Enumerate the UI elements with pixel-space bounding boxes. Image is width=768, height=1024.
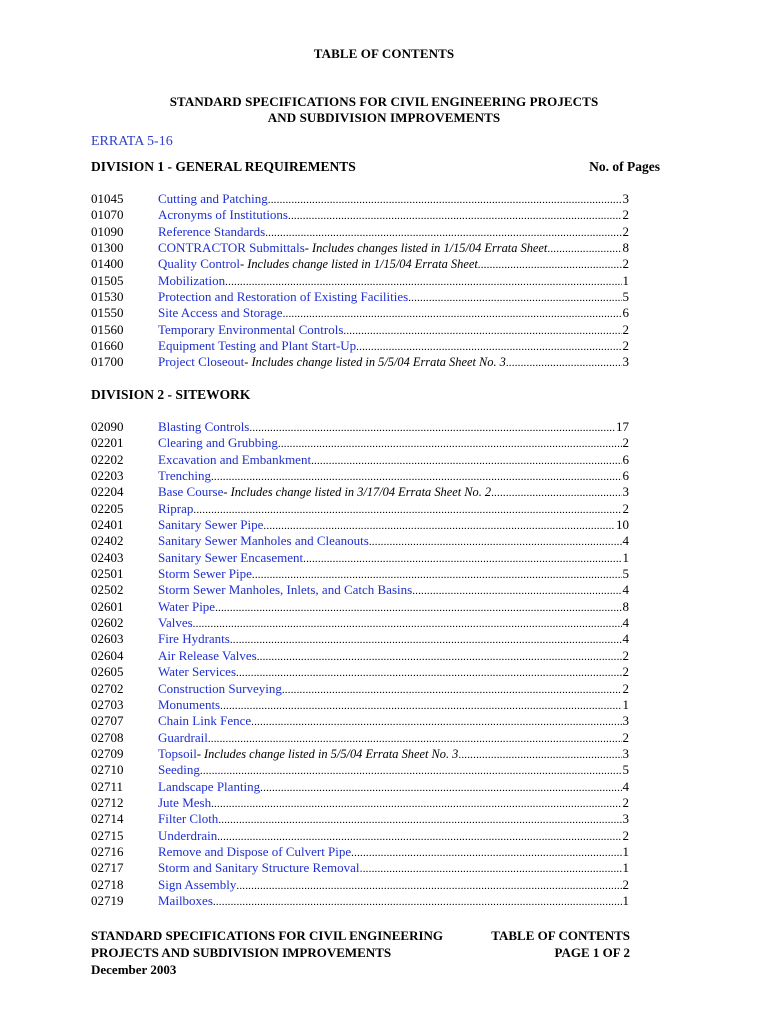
dot-leader [363, 863, 622, 875]
page-count: 5 [622, 762, 629, 778]
page-count: 2 [622, 729, 629, 745]
pages-column-header: No. of Pages [589, 159, 660, 174]
section-title-link[interactable]: Water Pipe [158, 598, 216, 614]
section-code: 02403 [91, 549, 124, 565]
section-title-link[interactable]: Mobilization [158, 272, 226, 288]
footer-date: December 2003 [91, 962, 177, 977]
dot-leader [268, 194, 622, 206]
toc-row [91, 452, 629, 468]
section-title-link[interactable]: Mailboxes [158, 892, 213, 908]
section-title-link[interactable]: Guardrail [158, 729, 208, 745]
toc-row [91, 240, 629, 256]
toc-row [91, 697, 629, 713]
section-code: 02715 [91, 827, 124, 843]
section-code: 02204 [91, 484, 124, 500]
footer-title-line-2: PROJECTS AND SUBDIVISION IMPROVEMENTS [91, 945, 392, 960]
page-count: 3 [622, 354, 629, 370]
toc-row [91, 648, 629, 664]
toc-row [91, 435, 629, 451]
dot-leader [506, 357, 622, 369]
section-title-link[interactable]: Air Release Valves [158, 647, 257, 663]
errata-note: - Includes change listed in 5/5/04 Errata Sheet No. 3 [244, 355, 506, 370]
section-title-link[interactable]: Storm and Sanitary Structure Removal. [158, 860, 363, 876]
dot-leader [236, 880, 621, 892]
section-title-link[interactable]: Water Services [158, 664, 236, 680]
section-title-link[interactable]: Construction Surveying [158, 680, 282, 696]
errata-note: - Includes change listed in 1/15/04 Errata Sheet [239, 257, 478, 272]
errata-link[interactable]: ERRATA 5-16 [91, 134, 173, 149]
toc-row [91, 828, 629, 844]
toc-row [91, 844, 629, 860]
dot-leader [213, 896, 622, 908]
dot-leader [478, 259, 622, 271]
toc-row [91, 305, 629, 321]
section-code: 02709 [91, 745, 124, 761]
page-count: 10 [616, 517, 629, 533]
toc-row [91, 224, 629, 240]
errata-note: - Includes changes listed in 1/15/04 Errata Sheet [304, 241, 548, 256]
dot-leader [408, 292, 621, 304]
page-count: 2 [622, 647, 629, 663]
page-count: 1 [622, 843, 629, 859]
dot-leader [303, 553, 621, 565]
dot-leader [211, 798, 621, 810]
toc-title: TABLE OF CONTENTS [313, 46, 455, 61]
footer-title-line-1: STANDARD SPECIFICATIONS FOR CIVIL ENGINEERING [91, 928, 444, 943]
toc-row [91, 877, 629, 893]
division-1-title: DIVISION 1 - GENERAL REQUIREMENTS [91, 159, 356, 174]
toc-row [91, 795, 629, 811]
toc-row [91, 322, 629, 338]
section-title-link[interactable]: Seeding [158, 762, 200, 778]
section-code: 01660 [91, 338, 124, 354]
page-count: 2 [622, 435, 629, 451]
division-2-title: DIVISION 2 - SITEWORK [91, 387, 251, 402]
page-count: 2 [622, 794, 629, 810]
section-title-link[interactable]: Sanitary Sewer Encasement [158, 549, 304, 565]
toc-row [91, 468, 629, 484]
dot-leader [257, 651, 622, 663]
section-title-link[interactable]: Project Closeout [158, 354, 245, 370]
toc-row [91, 860, 629, 876]
section-code: 02601 [91, 598, 124, 614]
dot-leader [412, 585, 621, 597]
section-title-link[interactable]: Storm Sewer Manholes, Inlets, and Catch Basins [158, 582, 413, 598]
toc-row [91, 664, 629, 680]
section-title-link[interactable]: Landscape Planting [158, 778, 261, 794]
section-title-link[interactable]: Jute Mesh [158, 794, 212, 810]
dot-leader [547, 243, 621, 255]
dot-leader [282, 684, 622, 696]
toc-row [91, 681, 629, 697]
dot-leader [351, 847, 621, 859]
section-title-link[interactable]: Base Course [158, 484, 224, 500]
toc-row [91, 289, 629, 305]
toc-row [91, 550, 629, 566]
page-count: 17 [616, 419, 629, 434]
toc-row [91, 273, 629, 289]
dot-leader [343, 325, 621, 337]
section-code: 01700 [91, 354, 124, 370]
section-code: 02711 [91, 778, 124, 794]
page-count: 5 [622, 566, 629, 582]
section-title-link[interactable]: Site Access and Storage [158, 305, 283, 321]
dot-leader [491, 487, 621, 499]
page-count: 3 [622, 745, 629, 761]
dot-leader [252, 569, 622, 581]
section-code: 02604 [91, 647, 124, 663]
section-code: 01400 [91, 256, 124, 272]
page-count: 2 [622, 321, 629, 337]
toc-row [91, 582, 629, 598]
section-code: 02501 [91, 566, 124, 582]
section-code: 01530 [91, 289, 124, 305]
section-code: 02602 [91, 615, 124, 631]
toc-row [91, 501, 629, 517]
dot-leader [260, 782, 621, 794]
toc-row [91, 615, 629, 631]
section-code: 02702 [91, 680, 124, 696]
section-title-link[interactable]: Underdrain [158, 827, 218, 843]
dot-leader [278, 438, 622, 450]
page-count: 4 [622, 533, 629, 549]
dot-leader [193, 618, 622, 630]
section-title-link[interactable]: Valves [158, 615, 193, 631]
section-title-link[interactable]: Remove and Dispose of Culvert Pipe [158, 843, 352, 859]
page-count: 2 [622, 664, 629, 680]
section-code: 01560 [91, 321, 124, 337]
page-count: 4 [622, 778, 629, 794]
page-count: 2 [622, 256, 629, 272]
section-title-link[interactable]: Acronyms of Institutions [158, 207, 288, 223]
section-code: 02090 [91, 419, 124, 434]
section-title-link[interactable]: Fire Hydrants [158, 631, 230, 647]
section-title-link[interactable]: Storm Sewer Pipe [158, 566, 252, 582]
section-code: 01550 [91, 305, 124, 321]
section-title-link[interactable]: Sign Assembly [158, 876, 237, 892]
footer-left [91, 927, 443, 978]
toc-row [91, 354, 629, 370]
toc-row [91, 533, 629, 549]
page-count: 8 [622, 598, 629, 614]
dot-leader [236, 667, 622, 679]
page-count: 1 [622, 549, 629, 565]
page-count: 2 [622, 827, 629, 843]
section-title-link[interactable]: Reference Standards [158, 223, 266, 239]
toc-row [91, 746, 629, 762]
dot-leader [356, 341, 621, 353]
section-code: 02714 [91, 811, 124, 827]
section-code: 02718 [91, 876, 124, 892]
division-2-section-list [91, 419, 629, 909]
dot-leader [265, 227, 621, 239]
section-code: 02708 [91, 729, 124, 745]
page-count: 3 [622, 811, 629, 827]
doc-title-line-2: AND SUBDIVISION IMPROVEMENTS [267, 110, 501, 125]
section-code: 02707 [91, 713, 124, 729]
page-count: 4 [622, 615, 629, 631]
section-title-link[interactable]: Riprap [158, 500, 194, 516]
dot-leader [215, 602, 621, 614]
dot-leader [311, 455, 621, 467]
section-code: 02719 [91, 892, 124, 908]
dot-leader [217, 831, 621, 843]
toc-row [91, 207, 629, 223]
section-code: 02605 [91, 664, 124, 680]
toc-row [91, 762, 629, 778]
section-title-link[interactable]: Sanitary Sewer Manholes and Cleanouts [158, 533, 369, 549]
toc-row [91, 338, 629, 354]
page-count: 2 [622, 223, 629, 239]
section-title-link[interactable]: Equipment Testing and Plant Start-Up [158, 338, 357, 354]
section-title-link[interactable]: Clearing and Grubbing [158, 435, 278, 451]
page-count: 1 [622, 892, 629, 908]
section-code: 02205 [91, 500, 124, 516]
section-code: 01505 [91, 272, 124, 288]
page-count: 3 [622, 484, 629, 500]
toc-row [91, 566, 629, 582]
dot-leader [458, 749, 621, 761]
dot-leader [218, 814, 621, 826]
page-count: 2 [622, 500, 629, 516]
page-count: 3 [622, 713, 629, 729]
dot-leader [249, 422, 615, 434]
dot-leader [283, 308, 622, 320]
footer-toc-label: TABLE OF CONTENTS [491, 928, 630, 943]
page-count: 8 [622, 240, 629, 256]
section-code: 02716 [91, 843, 124, 859]
section-code: 02201 [91, 435, 124, 451]
division-1-heading [91, 159, 660, 175]
section-code: 02603 [91, 631, 124, 647]
toc-row [91, 730, 629, 746]
toc-row [91, 811, 629, 827]
dot-leader [288, 210, 622, 222]
errata-note: - Includes change listed in 3/17/04 Errata Sheet No. 2 [223, 485, 492, 500]
page-count: 6 [622, 305, 629, 321]
page-count: 2 [622, 680, 629, 696]
page-count: 1 [622, 272, 629, 288]
dot-leader [208, 733, 622, 745]
section-code: 02203 [91, 468, 124, 484]
section-title-link[interactable]: Filter Cloth [158, 811, 219, 827]
errata-note: - Includes change listed in 5/5/04 Errata Sheet No. 3 [196, 746, 459, 761]
footer-page-number: PAGE 1 OF 2 [554, 945, 630, 960]
toc-row [91, 517, 629, 533]
dot-leader [225, 276, 621, 288]
section-title-link[interactable]: Excavation and Embankment [158, 451, 312, 467]
section-title-link[interactable]: Monuments [158, 696, 221, 712]
page-count: 1 [622, 860, 629, 876]
section-title-link[interactable]: Chain Link Fence [158, 713, 252, 729]
dot-leader [220, 700, 621, 712]
toc-row [91, 484, 629, 500]
page-count: 2 [622, 876, 629, 892]
page-count: 6 [622, 468, 629, 484]
section-title-link[interactable]: Sanitary Sewer Pipe [158, 517, 264, 533]
section-title-link[interactable]: CONTRACTOR Submittals [158, 240, 305, 256]
section-code: 02202 [91, 451, 124, 467]
doc-title-line-1: STANDARD SPECIFICATIONS FOR CIVIL ENGINEERING PROJECTS [169, 94, 599, 109]
section-title-link[interactable]: Blasting Controls [158, 419, 250, 434]
section-code: 02710 [91, 762, 124, 778]
section-code: 02703 [91, 696, 124, 712]
toc-row [91, 191, 629, 207]
page-count: 2 [622, 338, 629, 354]
page-count: 4 [622, 631, 629, 647]
footer-right [470, 927, 630, 961]
toc-row [91, 256, 629, 272]
section-code: 01300 [91, 240, 124, 256]
dot-leader [230, 634, 622, 646]
section-code: 02402 [91, 533, 124, 549]
dot-leader [211, 471, 622, 483]
division-2-heading [91, 387, 660, 403]
section-title-link[interactable]: Temporary Environmental Controls [158, 321, 344, 337]
section-code: 01070 [91, 207, 124, 223]
section-code: 02712 [91, 794, 124, 810]
page-count: 5 [622, 289, 629, 305]
toc-row [91, 599, 629, 615]
dot-leader [251, 716, 621, 728]
toc-row [91, 713, 629, 729]
toc-row [91, 893, 629, 909]
section-title-link[interactable]: Topsoil [158, 745, 197, 761]
section-title-link[interactable]: Cutting and Patching [158, 191, 268, 206]
section-title-link[interactable]: Quality Control [158, 256, 240, 272]
page-count: 6 [622, 451, 629, 467]
section-code: 02717 [91, 860, 124, 876]
dot-leader [369, 536, 622, 548]
division-1-section-list [91, 191, 629, 371]
page-count: 4 [622, 582, 629, 598]
dot-leader [200, 765, 622, 777]
section-code: 02401 [91, 517, 124, 533]
toc-row [91, 419, 629, 435]
dot-leader [263, 520, 615, 532]
toc-row [91, 631, 629, 647]
page-count: 1 [622, 696, 629, 712]
page-count: 3 [622, 191, 629, 206]
toc-row [91, 779, 629, 795]
section-code: 01090 [91, 223, 124, 239]
section-title-link[interactable]: Trenching [158, 468, 211, 484]
section-code: 01045 [91, 191, 124, 206]
section-code: 02502 [91, 582, 124, 598]
page-count: 2 [622, 207, 629, 223]
dot-leader [193, 504, 621, 516]
section-title-link[interactable]: Protection and Restoration of Existing Facilities [158, 289, 409, 305]
